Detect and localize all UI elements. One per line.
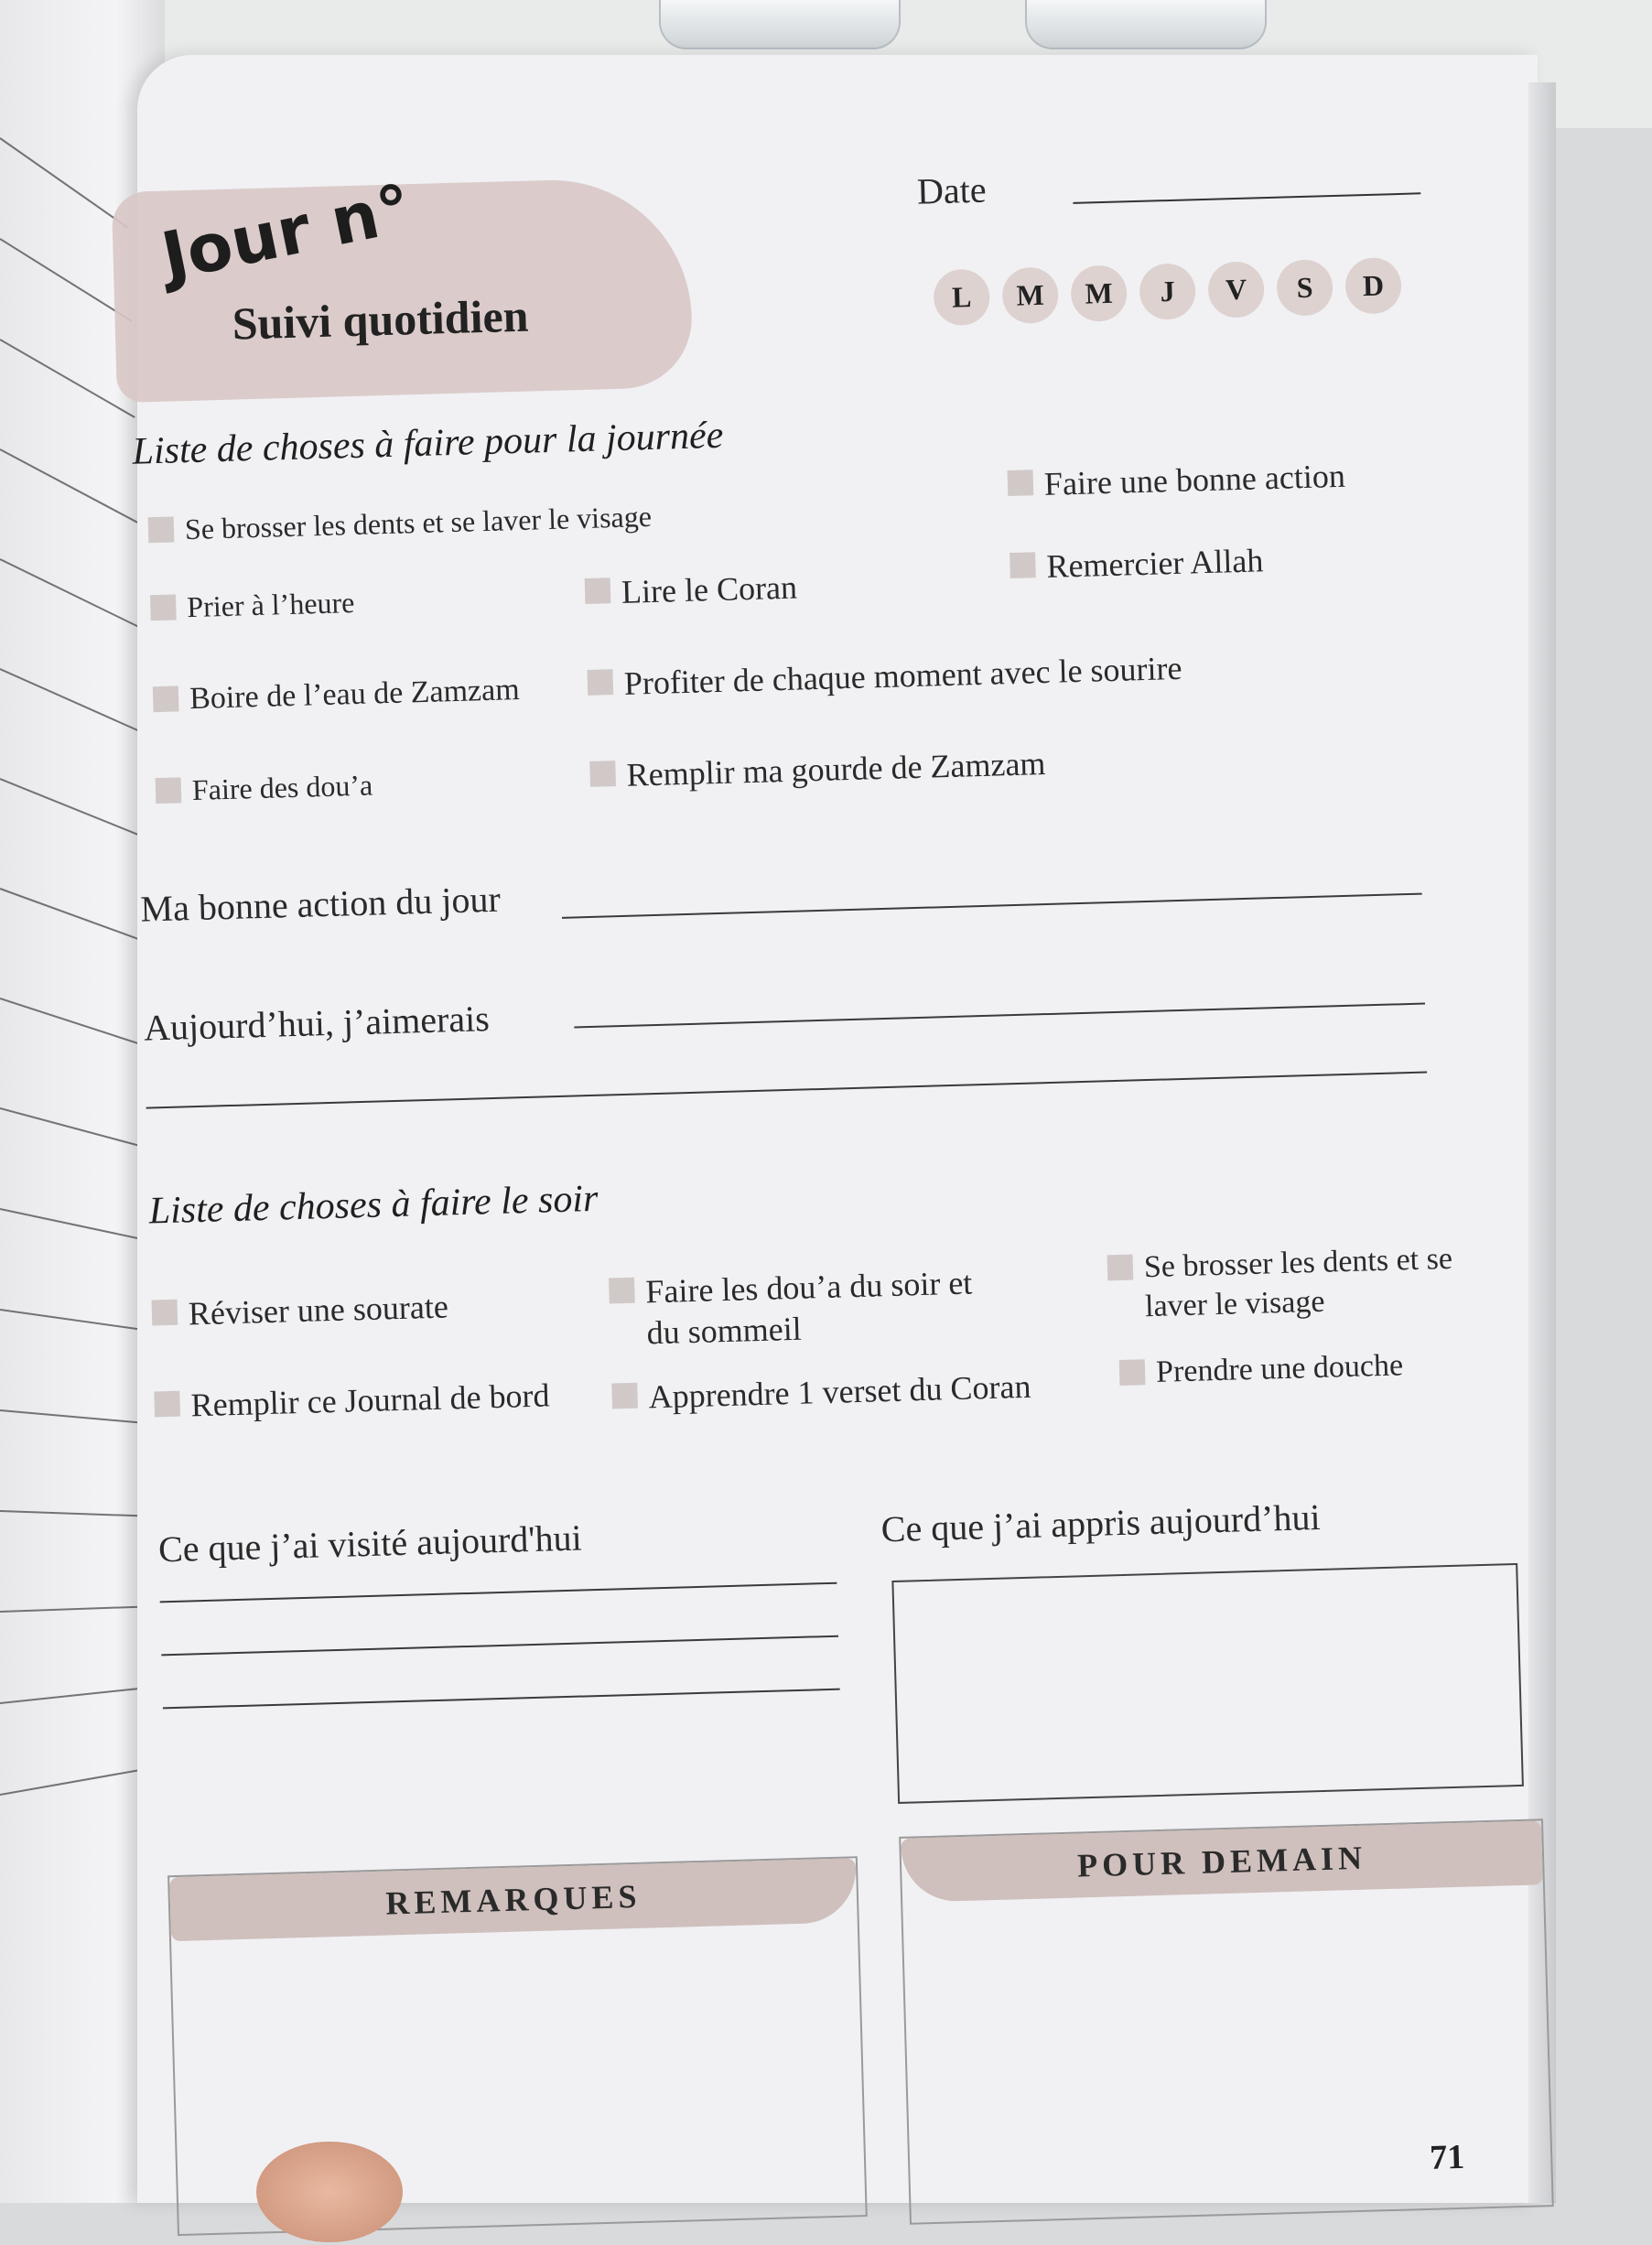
visited-field-line[interactable]: [160, 1582, 837, 1603]
checkbox[interactable]: [153, 685, 179, 712]
checklist-label: Boire de l’eau de Zamzam: [189, 673, 521, 717]
checkbox[interactable]: [1119, 1359, 1146, 1386]
checkbox[interactable]: [156, 777, 182, 804]
visited-label: Ce que j’ai visité aujourd'hui: [157, 1516, 583, 1570]
date-field[interactable]: [1073, 192, 1420, 204]
checklist-label: Faire une bonne action: [1043, 457, 1346, 502]
wish-label: Aujourd’hui, j’aimerais: [143, 998, 491, 1049]
weekday-circle[interactable]: D: [1344, 257, 1402, 315]
weekday-circle[interactable]: V: [1207, 261, 1265, 318]
good-action-field[interactable]: [562, 893, 1422, 919]
wish-field-line-2[interactable]: [146, 1071, 1428, 1108]
weekday-circle[interactable]: S: [1276, 259, 1333, 317]
checklist-label: Apprendre 1 verset du Coran: [648, 1367, 1031, 1416]
weekday-selector: [933, 257, 1402, 326]
thumb: [256, 2142, 403, 2242]
checklist-item[interactable]: [154, 1375, 550, 1427]
learned-label: Ce que j’ai appris aujourd’hui: [880, 1495, 1322, 1550]
learned-field[interactable]: [891, 1563, 1524, 1804]
checklist-item[interactable]: [1119, 1346, 1404, 1393]
checkbox[interactable]: [151, 1300, 178, 1326]
checkbox[interactable]: [609, 1278, 635, 1304]
checkbox[interactable]: [154, 1391, 180, 1418]
checklist-label: Profiter de chaque moment avec le sourire: [623, 649, 1182, 702]
checklist-item[interactable]: [1107, 1239, 1474, 1327]
weekday-circle[interactable]: J: [1139, 263, 1196, 320]
checkbox[interactable]: [611, 1383, 638, 1409]
checklist-item[interactable]: [589, 743, 1046, 797]
checklist-item[interactable]: [151, 1286, 448, 1335]
checklist-label: Faire les dou’a du soir et du sommeil: [644, 1264, 973, 1352]
checklist-item[interactable]: [147, 498, 652, 548]
checkbox[interactable]: [148, 516, 175, 543]
checkbox[interactable]: [589, 761, 616, 787]
checklist-label: Se brosser les dents et se laver le visage: [1143, 1241, 1453, 1323]
checklist-label: Réviser une sourate: [188, 1288, 449, 1333]
checklist-label: Prendre une douche: [1155, 1348, 1404, 1389]
checkbox[interactable]: [1008, 470, 1034, 496]
checklist-item[interactable]: [587, 648, 1182, 706]
weekday-circle[interactable]: M: [1001, 266, 1059, 324]
checkbox[interactable]: [1010, 552, 1036, 578]
page-number: 71: [1429, 2137, 1465, 2177]
evening-list-title: Liste de choses à faire le soir: [148, 1177, 599, 1233]
page-title: Jour n°: [155, 168, 418, 296]
checklist-label: Remplir ma gourde de Zamzam: [626, 745, 1046, 793]
visited-field-line[interactable]: [163, 1689, 840, 1710]
weekday-circle[interactable]: L: [933, 269, 990, 327]
checklist-label: Remplir ce Journal de bord: [190, 1376, 551, 1424]
checklist-item[interactable]: [584, 567, 797, 614]
good-action-label: Ma bonne action du jour: [139, 878, 502, 930]
checklist-item[interactable]: [153, 671, 521, 720]
checklist-item[interactable]: [150, 584, 355, 626]
checklist-label: Faire des dou’a: [191, 768, 373, 807]
checklist-label: Remercier Allah: [1045, 542, 1264, 585]
checklist-label: Prier à l’heure: [186, 586, 355, 624]
checklist-label: Se brosser les dents et se laver le visage: [184, 499, 653, 546]
visited-field-line[interactable]: [161, 1635, 838, 1657]
checklist-item[interactable]: [1007, 456, 1345, 506]
checklist-item[interactable]: [1010, 540, 1264, 588]
checkbox[interactable]: [585, 577, 611, 604]
day-list-title: Liste de choses à faire pour la journée: [131, 414, 724, 473]
checkbox[interactable]: [587, 669, 613, 696]
checklist-item[interactable]: [155, 767, 373, 810]
remarks-header: REMARQUES: [169, 1858, 858, 1941]
page-subtitle: Suivi quotidien: [231, 289, 530, 350]
checkbox[interactable]: [1107, 1255, 1134, 1281]
date-label: Date: [916, 168, 988, 212]
glass-jar: [1025, 0, 1267, 49]
weekday-circle[interactable]: M: [1070, 264, 1128, 322]
page-content: [119, 100, 1512, 2202]
checkbox[interactable]: [150, 594, 177, 621]
checklist-item[interactable]: [609, 1261, 1013, 1355]
wish-field[interactable]: [574, 1003, 1425, 1029]
glass-jar: [659, 0, 901, 49]
checklist-item[interactable]: [611, 1366, 1031, 1419]
checklist-label: Lire le Coran: [621, 568, 798, 610]
tomorrow-header: POUR DEMAIN: [901, 1820, 1543, 1903]
